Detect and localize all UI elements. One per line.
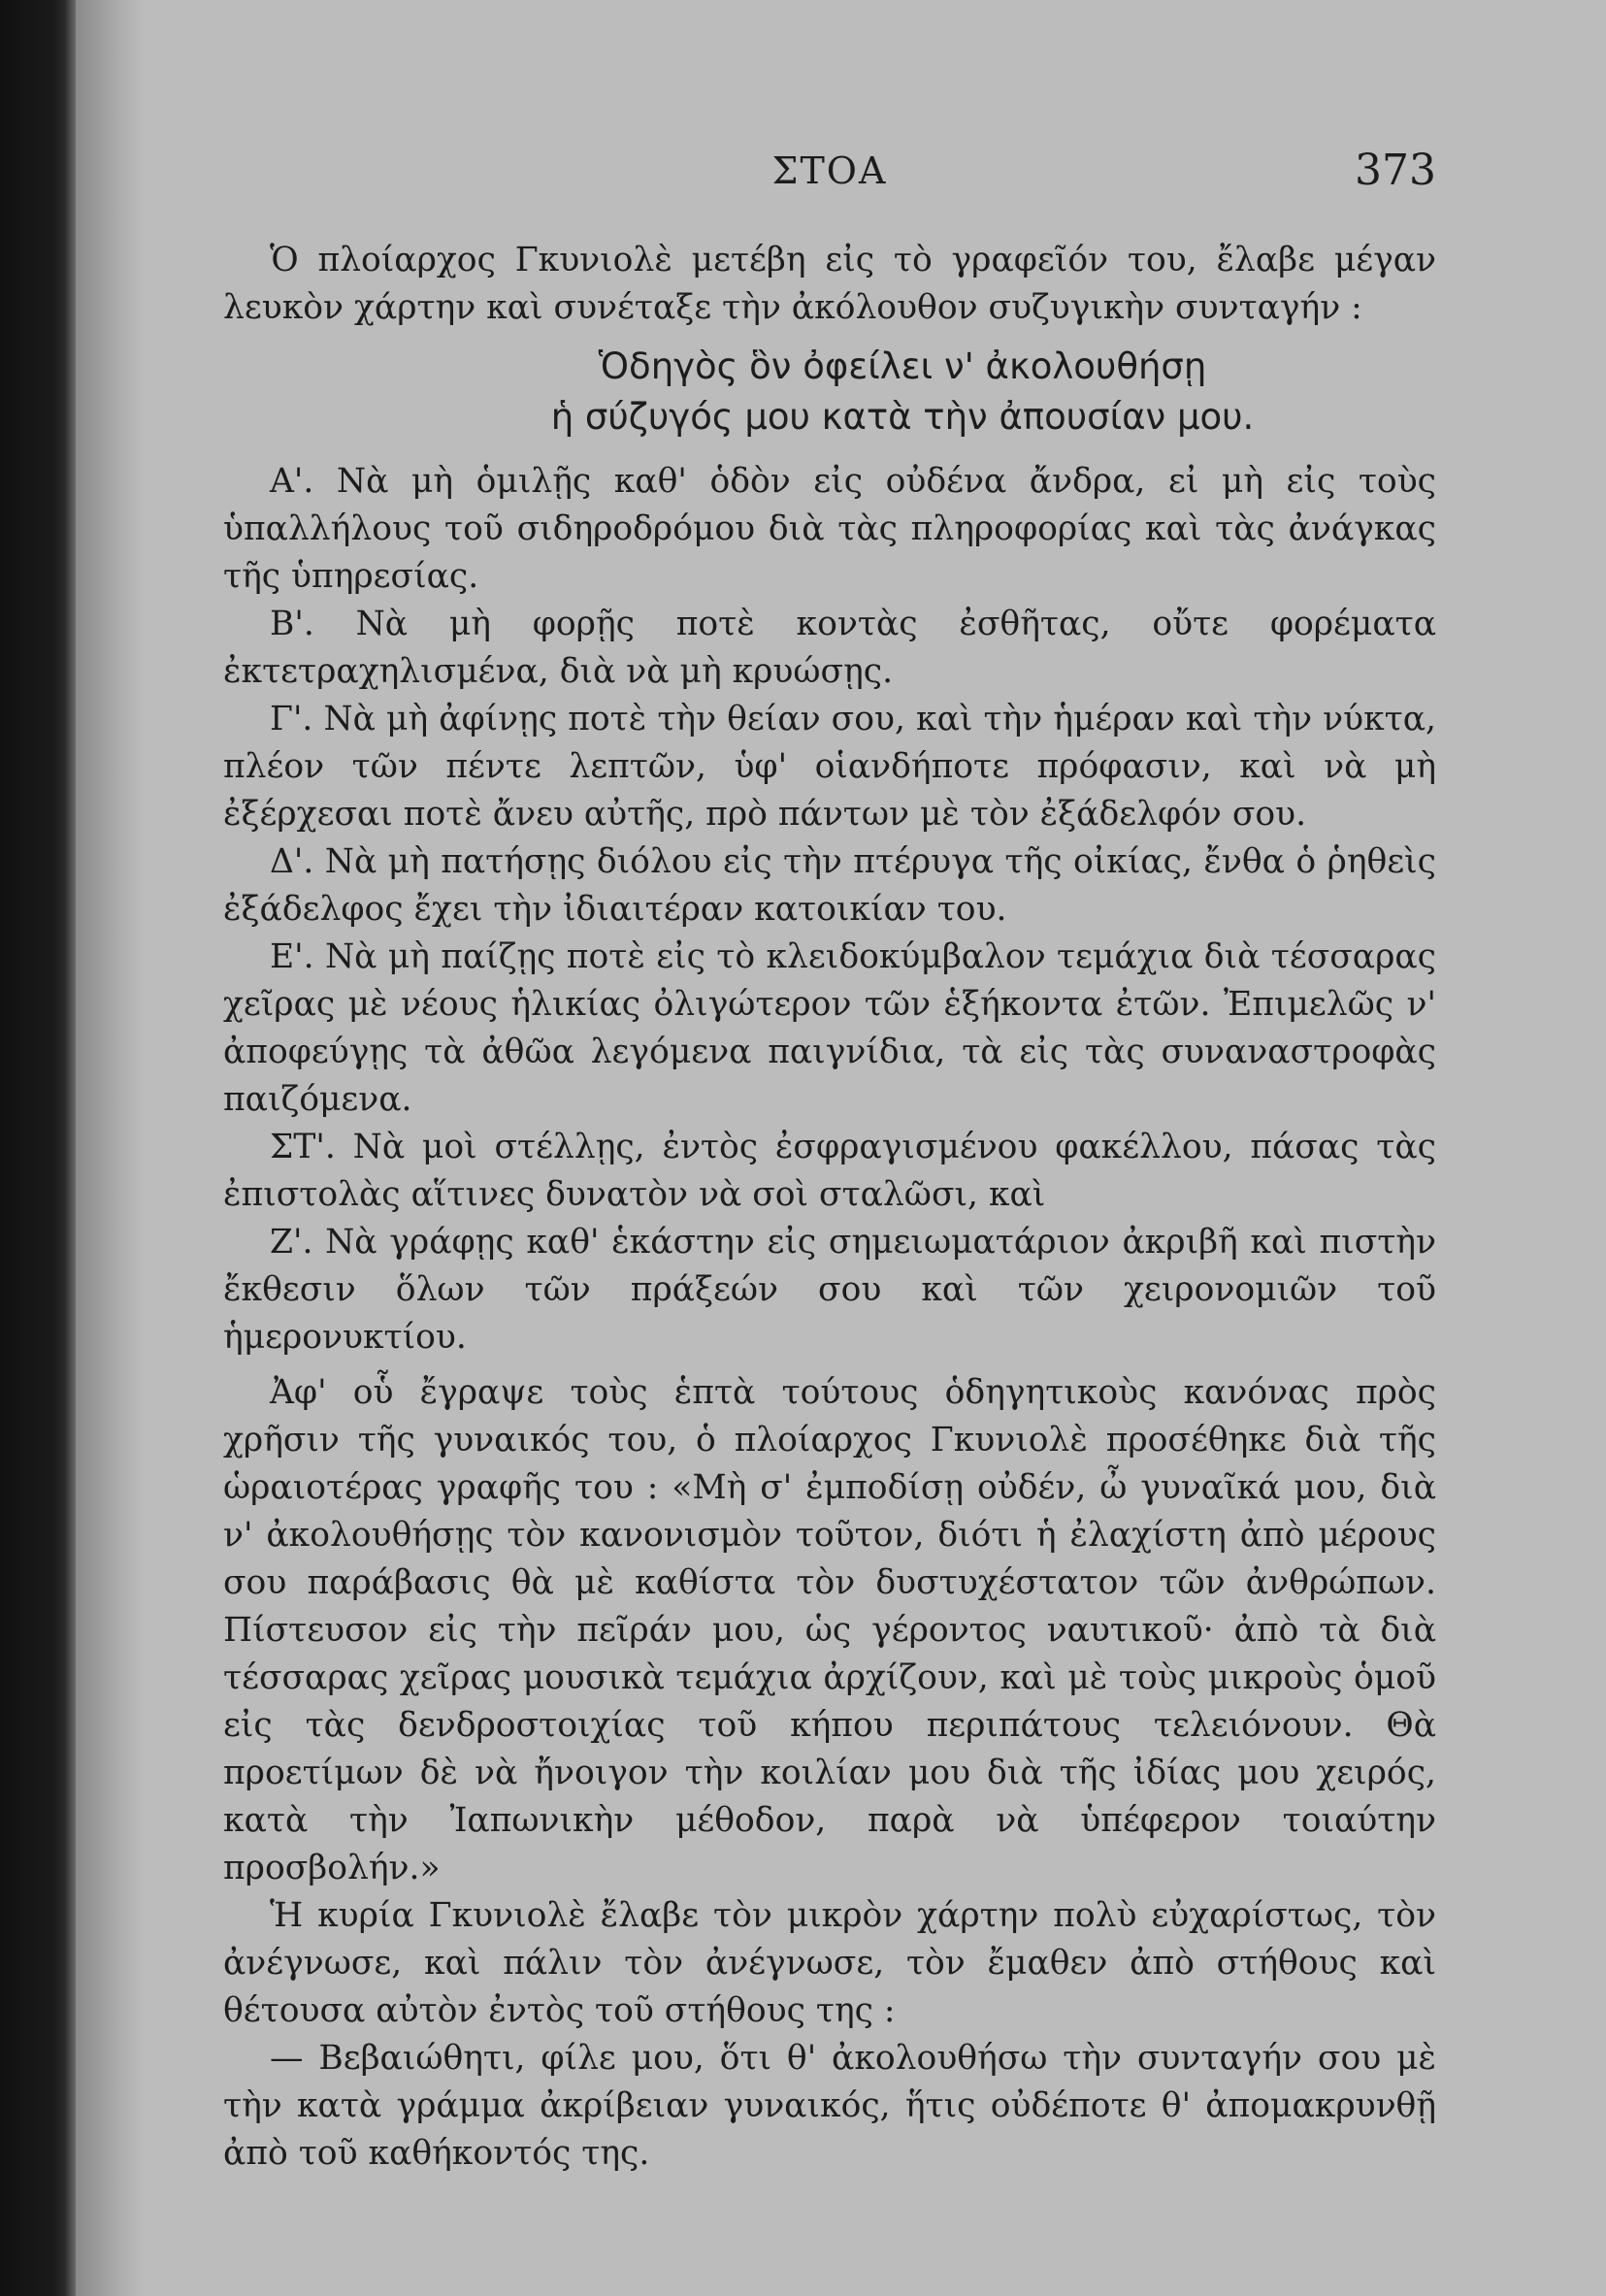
rules-heading-line-2: ἡ σύζυγός μου κατὰ τὴν ἀπουσίαν μου. xyxy=(550,396,1255,438)
reception-paragraph: Ἡ κυρία Γκυνιολὲ ἔλαβε τὸν μικρὸν χάρτην πολὺ εὐχαρίστως, τὸν ἀνέγνωσε, καὶ πάλιν τὸν ἀνέγνωσε, τὸν ἔμαθεν ἀπὸ στήθους καὶ θέτουσα αὐτὸν ἐντὸς τοῦ στήθους της : xyxy=(223,1896,1436,2030)
rule-beta: Β'. Νὰ μὴ φορῇς ποτὲ κοντὰς ἐσθῆτας, οὔτε φορέματα ἐκτετραχηλισμένα, διὰ νὰ μὴ κρυώσῃς. xyxy=(223,605,1436,691)
rules-heading xyxy=(223,342,1436,443)
rule-epsilon: Ε'. Νὰ μὴ παίζῃς ποτὲ εἰς τὸ κλειδοκύμβαλον τεμάχια διὰ τέσσαρας χεῖρας μὲ νέους ἡλικίας ὀλιγώτερον τῶν ἑξήκοντα ἐτῶν. Ἐπιμελῶς ν' ἀποφεύγῃς τὰ ἀθῶα λεγόμενα παιγνίδια, τὰ εἰς τὰς συναναστροφὰς παιζόμενα. xyxy=(223,937,1436,1119)
scan-binding-edge xyxy=(0,0,76,2296)
page-body xyxy=(223,237,1436,2178)
rule-delta: Δ'. Νὰ μὴ πατήσῃς διόλου εἰς τὴν πτέρυγα τῆς οἰκίας, ἔνθα ὁ ῥηθεὶς ἐξάδελφος ἔχει τὴν ἰδιαιτέραν κατοικίαν του. xyxy=(223,842,1436,929)
rules-heading-line-1: Ὁδηγὸς ὃν ὀφείλει ν' ἀκολουθήσῃ xyxy=(598,345,1207,387)
rule-zeta: Ζ'. Νὰ γράφῃς καθ' ἑκάστην εἰς σημειωματάριον ἀκριβῆ καὶ πιστὴν ἔκθεσιν ὅλων τῶν πράξεών σου καὶ τῶν χειρονομιῶν τοῦ ἡμερονυκτίου. xyxy=(223,1223,1436,1357)
reply-paragraph: — Βεβαιώθητι, φίλε μου, ὅτι θ' ἀκολουθήσω τὴν συνταγήν σου μὲ τὴν κατὰ γράμμα ἀκρίβειαν γυναικός, ἥτις οὐδέποτε θ' ἀπομακρυνθῇ ἀπὸ τοῦ καθήκοντός της. xyxy=(223,2039,1436,2173)
rule-alpha: Α'. Νὰ μὴ ὁμιλῇς καθ' ὁδὸν εἰς οὐδένα ἄνδρα, εἰ μὴ εἰς τοὺς ὑπαλλήλους τοῦ σιδηροδρόμου διὰ τὰς πληροφορίας καὶ τὰς ἀνάγκας τῆς ὑπηρεσίας. xyxy=(223,462,1436,596)
book-page xyxy=(223,146,1436,2183)
intro-paragraph: Ὁ πλοίαρχος Γκυνιολὲ μετέβη εἰς τὸ γραφεῖόν του, ἔλαβε μέγαν λευκὸν χάρτην καὶ συνέταξε τὴν ἀκόλουθον συζυγικὴν συνταγήν : xyxy=(223,241,1436,327)
after-rules-paragraph: Ἀφ' οὗ ἔγραψε τοὺς ἑπτὰ τούτους ὁδηγητικοὺς κανόνας πρὸς χρῆσιν τῆς γυναικός του, ὁ πλοίαρχος Γκυνιολὲ προσέθηκε διὰ τῆς ὡραιοτέρας γραφῆς του : «Μὴ σ' ἐμποδίσῃ οὐδέν, ὦ γυναῖκά μου, διὰ ν' ἀκολουθήσῃς τὸν κανονισμὸν τοῦτον, διότι ἡ ἐλαχίστη ἀπὸ μέρους σου παράβασις θὰ μὲ καθίστα τὸν δυστυχέστατον τῶν ἀνθρώπων. Πίστευσον εἰς τὴν πεῖράν μου, ὡς γέροντος ναυτικοῦ· ἀπὸ τὰ διὰ τέσσαρας χεῖρας μουσικὰ τεμάχια ἀρχίζουν, καὶ μὲ τοὺς μικροὺς ὁμοῦ εἰς τὰς δενδροστοιχίας τοῦ κήπου περιπάτους τελειόνουν. Θὰ προετίμων δὲ νὰ ἤνοιγον τὴν κοιλίαν μου διὰ τῆς ἰδίας μου χειρός, κατὰ τὴν Ἰαπωνικὴν μέθοδον, παρὰ νὰ ὑπέφερον τοιαύτην προσβολήν.» xyxy=(223,1373,1436,1887)
rule-gamma: Γ'. Νὰ μὴ ἀφίνῃς ποτὲ τὴν θείαν σου, καὶ τὴν ἡμέραν καὶ τὴν νύκτα, πλέον τῶν πέντε λεπτῶν, ὑφ' οἱανδήποτε πρόφασιν, καὶ νὰ μὴ ἐξέρχεσαι ποτὲ ἄνευ αὐτῆς, πρὸ πάντων μὲ τὸν ἐξάδελφόν σου. xyxy=(223,700,1436,834)
running-title: ΣΤΟΑ xyxy=(771,149,888,192)
scan-gutter-shadow xyxy=(76,0,144,2296)
running-head xyxy=(223,146,1436,204)
page-number: 373 xyxy=(1355,146,1436,195)
rule-stigma: ΣΤ'. Νὰ μοὶ στέλλῃς, ἐντὸς ἐσφραγισμένου φακέλλου, πάσας τὰς ἐπιστολὰς αἵτινες δυνατὸν νὰ σοὶ σταλῶσι, καὶ xyxy=(223,1128,1436,1214)
